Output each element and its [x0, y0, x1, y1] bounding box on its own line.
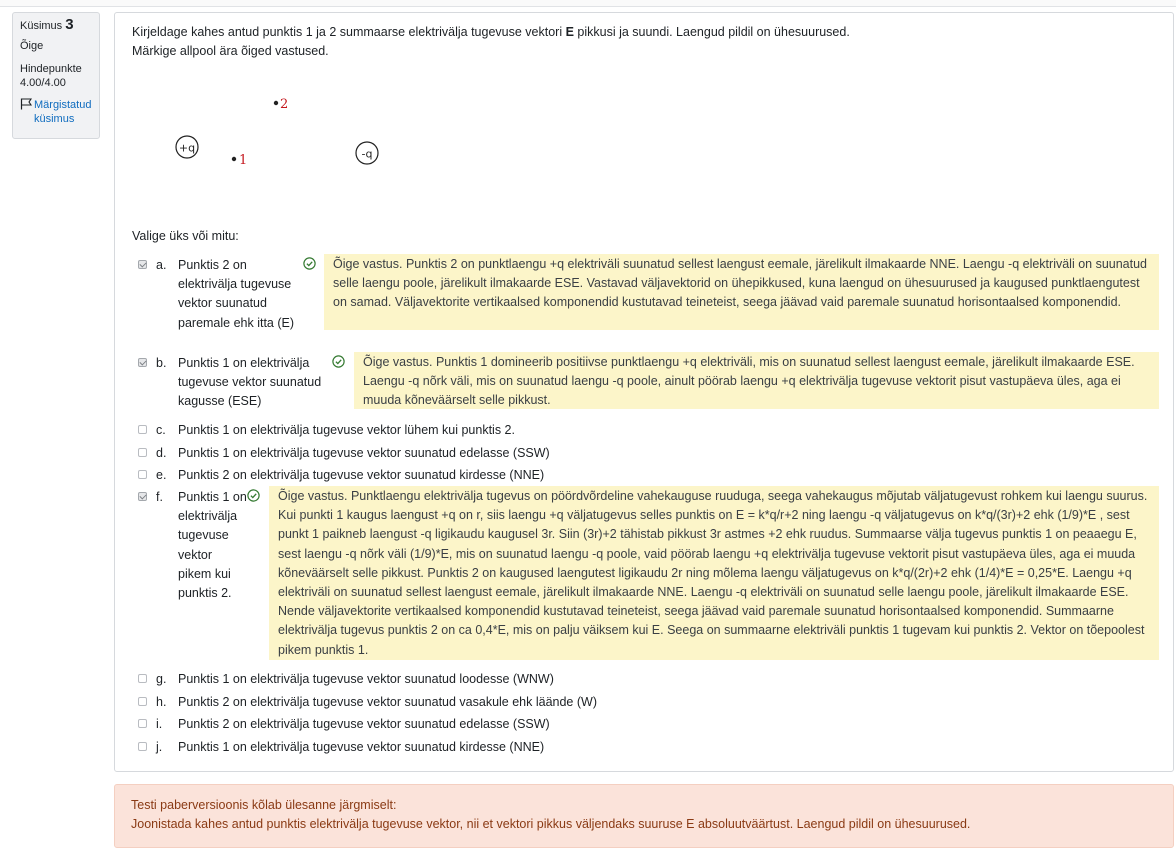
point-1-label: 1: [239, 153, 248, 168]
answer-checkbox-b[interactable]: [138, 358, 147, 367]
answer-checkbox-a[interactable]: [138, 260, 147, 269]
flag-icon: [20, 98, 33, 110]
question-number: Küsimus 3: [20, 16, 74, 33]
answer-checkbox-d[interactable]: [138, 448, 147, 457]
answer-prompt: Valige üks või mitu:: [132, 229, 239, 243]
feedback-a: Õige vastus. Punktis 2 on punktlaengu +q elektriväli suunatud sellest laengust eemale, järelikult ilmakaarde NNE. Laengu -q elektriväli on suunatud selle laengu poole, järelikult ilmakaarde ESE. Vastavad väljavektorid on ühepikkused, kuna laengud on ühesuurused ja kaugused punktlaengutest on samad. Väljavektorite vertikaalsed komponendid kustutavad teineteist, seega jäävad vaid paremale suunatud horisontaalsed komponendid.: [324, 254, 1159, 330]
question-state: Õige: [20, 40, 44, 52]
paper-version-note: Testi paberversioonis kõlab ülesanne järgmiselt: Joonistada kahes antud punktis elektrivälja tugevuse vektor, nii et vektori pikkus väljendaks suuruse E absoluutväärtust. Laengud pildil on ühesuurused.: [114, 784, 1174, 848]
question-text: Kirjeldage kahes antud punktis 1 ja 2 summaarse elektrivälja tugevuse vektori E pikkusi ja suundi. Laengud pildil on ühesuurused. Märkige allpool ära õiged vastused.: [132, 25, 850, 58]
top-bar: [0, 0, 1176, 7]
feedback-b: Õige vastus. Punktis 1 domineerib positiivse punktlaengu +q elektriväli, mis on suunatud sellest laengust eemale, järelikult ilmakaarde ESE. Laengu -q nõrk väli, mis on suunatud laengu -q poole, ainult pöörab laengu +q elektrivälja tugevuse vektorit pisut vastupäeva üles, aga ei muuda kõneväärselt selle pikkust.: [354, 352, 1159, 409]
answer-checkbox-f[interactable]: [138, 492, 147, 501]
negative-charge-label: -q: [361, 147, 373, 161]
answer-checkbox-j[interactable]: [138, 742, 147, 751]
answer-checkbox-i[interactable]: [138, 719, 147, 728]
answer-checkbox-c[interactable]: [138, 425, 147, 434]
answer-checkbox-g[interactable]: [138, 674, 147, 683]
feedback-f: Õige vastus. Punktlaengu elektrivälja tugevus on pöördvõrdeline vahekauguse ruuduga, seega vahekaugus mõjutab väljatugevust rohkem kui laengu suurus. Kui punkti 1 kaugus laengust +q on r, siis laengu +q väljatugevus selles punktis on E = k*q/r+2 ning laengu -q väljatugevus on k*q/(3r)+2 ehk (1/9)*E , sest punkt 1 paikneb laengust -q ligikaudu kaugusel 3r. Siin (3r)+2 tähistab pikkust 3r astmes +2 ehk ruudus. Summaarse välja tugevus punktis 1 on peaaegu E, sest laengu -q nõrk väli (1/9)*E, mis on suunatud laengu -q poole, vaid pöörab laengu +q elektrivälja tugevuse vektorit pisut vastupäeva üles, aga ei muuda kõneväärselt selle pikkust. Punktis 2 on kaugused laengutest ligikaudu 2r ning mõlema laengu väljatugevus on k*q/(2r)+2 ehk (1/4)*E = 0,25*E. Laengu +q elektriväli on suunatud sellest laengust eemale, järelikult ilmakaarde NNE. Laengu -q elektriväli on suunatud selle laengu poole, järelikult ilmakaarde ESE. Nende väljavektorite vertikaalsed komponendid kustutavad teineteist, seega jäävad vaid paremale suunatud horisontaalsed komponendid. Summaarne elektrivälja tugevus punktis 2 on ca 0,4*E, mis on palju väiksem kui E. Seega on summaarne elektriväli punktis 1 tugevam kui punktis 2. Vektor on tõepoolest pikem punktis 1.: [269, 486, 1159, 660]
point-2-label: 2: [280, 97, 289, 112]
correct-check-icon: [247, 489, 260, 502]
correct-check-icon: [332, 355, 345, 368]
positive-charge-label: +q: [178, 141, 196, 155]
point-2-dot: [274, 101, 278, 105]
question-content: Kirjeldage kahes antud punktis 1 ja 2 summaarse elektrivälja tugevuse vektori E pikkusi ja suundi. Laengud pildil on ühesuurused. Märkige allpool ära õiged vastused. +q -q 1 2 Valige üks või mitu: a. Punktis 2 on elektrivälja tugevuse vektor suunatud paremale ehk itta (E) Õige vastus. Punktis 2 on punktlaengu +q elektriväli suunatud sellest laengust eemale, järelikult ilmakaarde NNE. Laengu -q elektriväli on suunatud selle laengu poole, järelikult ilmakaarde ESE. Vastavad väljavektorid on ühepikkused, kuna laengud on ühesuurused ja kaugused punktlaengutest on samad. Väljavektorite vertikaalsed komponendid kustutavad teineteist, seega jäävad vaid paremale suunatud horisontaalsed komponendid. b. Punktis 1 on elektrivälja tugevuse vektor suunatud kagusse (ESE) Õige vastus. Punktis 1 domineerib positiivse punktlaengu +q elektriväli, mis on suunatud sellest laengust eemale, järelikult ilmakaarde ESE. Laengu -q nõrk väli, mis on suunatud laengu -q poole, ainult pöörab laengu +q elektrivälja tugevuse vektorit pisut vastupäeva üles, aga ei muuda kõneväärselt selle pikkust. c. Punktis 1 on elektrivälja tugevuse vektor lühem kui punktis 2. d. Punktis 1 on elektrivälja tugevuse vektor suunatud edelasse (SSW) e. Punktis 2 on elektrivälja tugevuse vektor suunatud kirdesse (NNE) f. Punktis 1 on elektrivälja tugevuse vektor pikem kui punktis 2. Õige vastus. Punktlaengu elektrivälja tugevus on pöördvõrdeline vahekauguse ruuduga, seega vahekaugus mõjutab väljatugevust rohkem kui laengu suurus. Kui punkti 1 kaugus laengust +q on r, siis laengu +q väljatugevus selles punktis on E = k*q/r+2 ning laengu -q väljatugevus on k*q/(3r)+2 ehk (1/9)*E , sest punkt 1 paikneb laengust -q ligikaudu kaugusel 3r. Siin (3r)+2 tähistab pikkust 3r astmes +2 ehk ruudus. Summaarse välja tugevus punktis 1 on peaaegu E, sest laengu -q nõrk väli (1/9)*E, mis on suunatud laengu -q poole, vaid pöörab laengu +q elektrivälja tugevuse vektorit pisut vastupäeva üles, aga ei muuda kõneväärselt selle pikkust. Punktis 2 on kaugused laengutest ligikaudu 2r ning mõlema laengu väljatugevus on k*q/(2r)+2 ehk (1/4)*E = 0,25*E. Laengu +q elektriväli on suunatud sellest laengust eemale, järelikult ilmakaarde NNE. Laengu -q elektriväli on suunatud selle laengu poole, järelikult ilmakaarde ESE. Nende väljavektorite vertikaalsed komponendid kustutavad teineteist, seega jäävad vaid paremale suunatud horisontaalsed komponendid. Summaarne elektrivälja tugevus punktis 2 on ca 0,4*E, mis on palju väiksem kui E. Seega on summaarne elektriväli punktis 1 tugevam kui punktis 2. Vektor on tõepoolest pikem punktis 1. g. Punktis 1 on elektrivälja tugevuse vektor suunatud loodesse (WNW) h. Punktis 2 on elektrivälja tugevuse vektor suunatud vasakule ehk läände (W) i. Punktis 2 on elektrivälja tugevuse vektor suunatud edelasse (SSW) j. Punktis 1 on elektrivälja tugevuse vektor suunatud kirdesse (NNE): [114, 12, 1174, 772]
answer-checkbox-e[interactable]: [138, 470, 147, 479]
question-grade: Hindepunkte 4.00/4.00: [20, 63, 82, 89]
answer-checkbox-h[interactable]: [138, 697, 147, 706]
point-1-dot: [232, 157, 236, 161]
question-info: [12, 12, 100, 139]
correct-check-icon: [303, 257, 316, 270]
charges-figure: [155, 83, 435, 203]
flag-question-link[interactable]: Märgistatud küsimus: [20, 98, 92, 126]
